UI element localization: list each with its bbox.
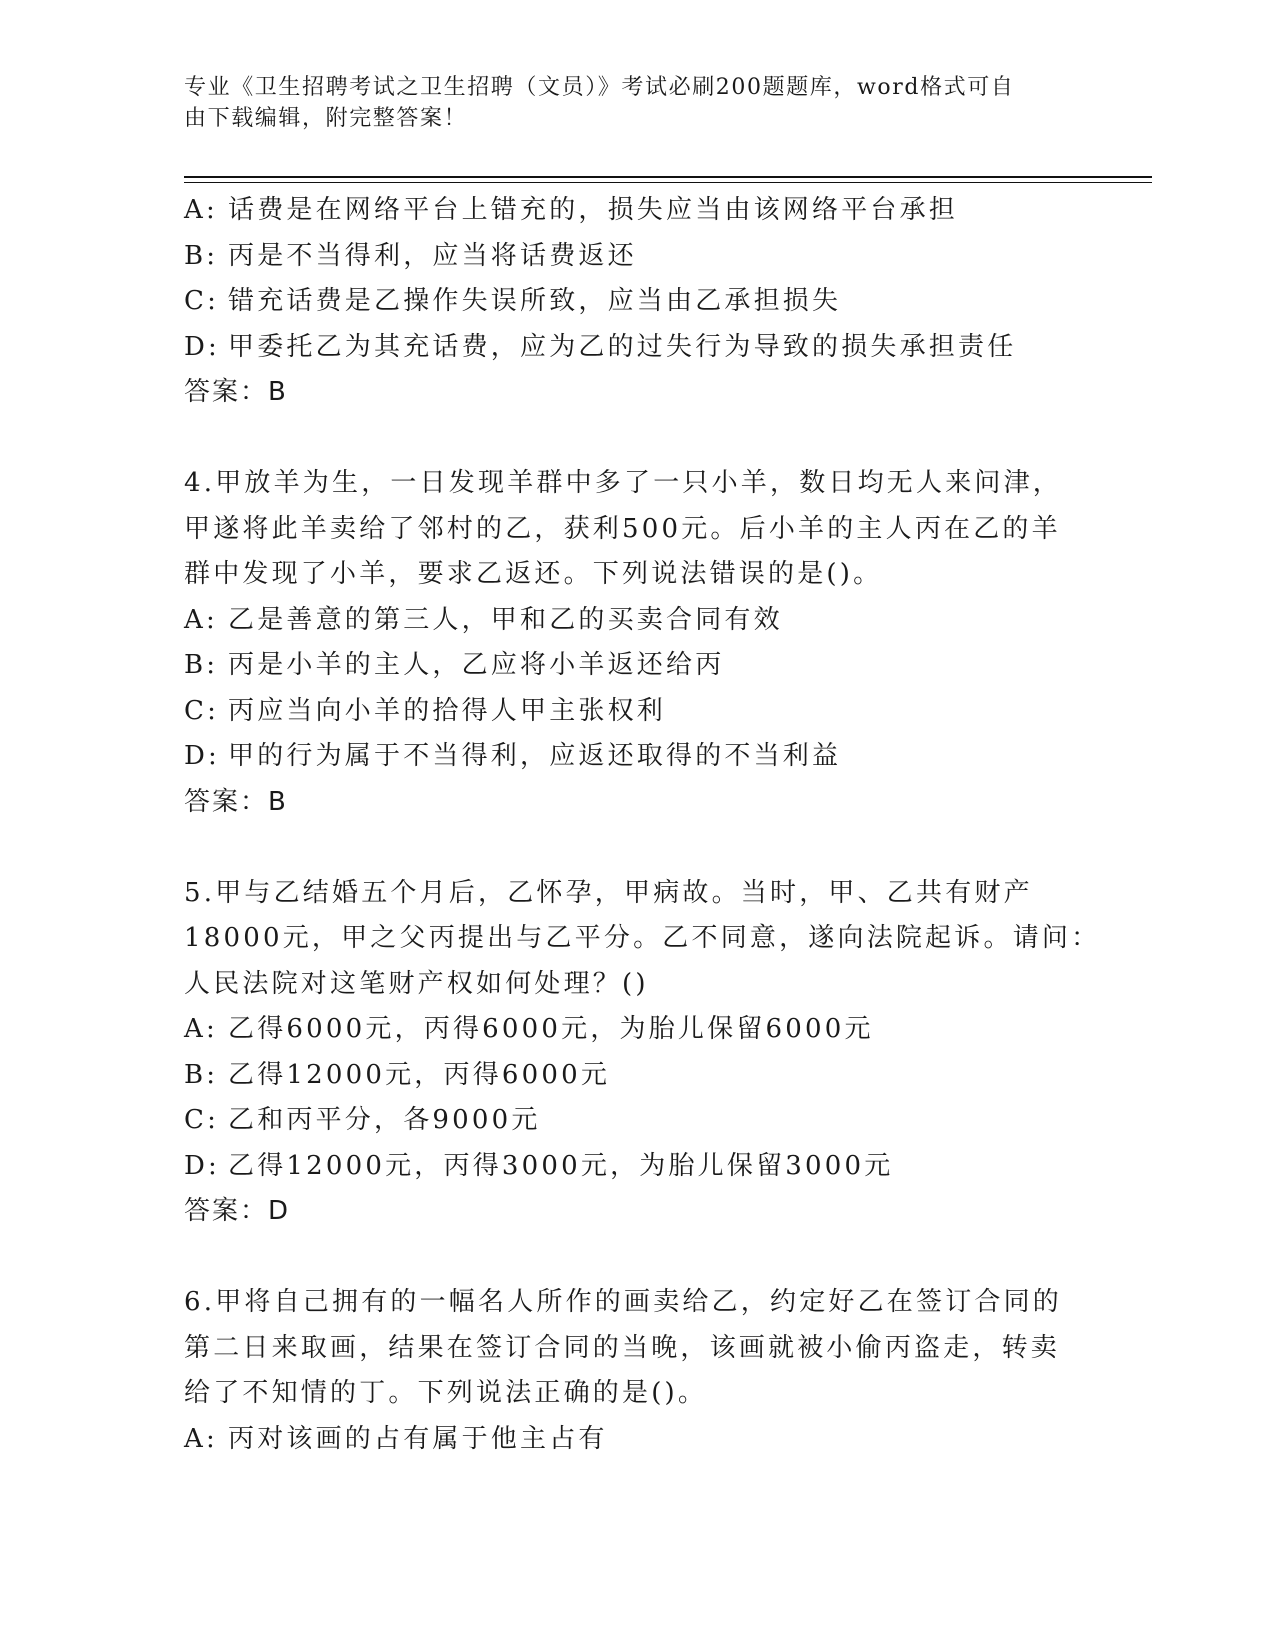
option-key: A: [184,604,218,635]
option-d [184,325,1064,371]
document-header [184,72,1064,134]
stem-line: 5.甲与乙结婚五个月后，乙怀孕，甲病故。当时，甲、乙共有财产 [184,877,1033,908]
question-4-stem [184,461,1064,598]
option-text: 丙是不当得利，应当将话费返还 [228,240,637,271]
option-key: D: [184,1150,221,1181]
stem-line: 第二日来取画，结果在签订合同的当晚，该画就被小偷丙盗走，转卖 [184,1332,1061,1363]
option-key: C: [184,695,220,726]
stem-line: 人民法院对这笔财产权如何处理？() [184,968,649,999]
stem-line: 给了不知情的丁。下列说法正确的是()。 [184,1378,708,1408]
option-key: A: [184,1014,218,1044]
option-key: C: [184,286,220,316]
option-text: 乙是善意的第三人，甲和乙的买卖合同有效 [228,604,783,635]
question-3-options [184,188,1064,370]
question-5-options [184,1007,1064,1189]
option-text: 乙得6000元，丙得6000元，为胎儿保留6000元 [228,1014,874,1044]
option-text: 错充话费是乙操作失误所致，应当由乙承担损失 [228,286,842,316]
question-5-stem [184,871,1101,1008]
option-text: 话费是在网络平台上错充的，损失应当由该网络平台承担 [228,195,959,225]
stem-line: 6.甲将自己拥有的一幅名人所作的画卖给乙，约定好乙在签订合同的 [184,1287,1063,1317]
spacer [184,1235,1064,1281]
option-d [184,1144,1064,1190]
option-text: 乙得12000元，丙得6000元 [228,1059,611,1090]
option-key: D: [184,741,221,771]
question-4-answer: 答案：B [184,786,288,817]
stem-line: 群中发现了小羊，要求乙返还。下列说法错误的是()。 [184,559,883,589]
option-a [184,1417,1064,1463]
option-text: 甲委托乙为其充话费，应为乙的过失行为导致的损失承担责任 [228,331,1017,362]
question-5-answer: 答案：D [184,1196,291,1226]
question-6-stem [184,1280,1064,1417]
option-text: 丙对该画的占有属于他主占有 [228,1423,608,1454]
question-4-options [184,598,1064,780]
option-b [184,643,1064,689]
header-title-line-1: 专业《卫生招聘考试之卫生招聘（文员）》考试必刷200题题库，word格式可自 [184,75,1015,100]
option-a [184,188,1064,234]
question-content [184,188,1101,1462]
option-c [184,689,1064,735]
option-text: 乙和丙平分，各9000元 [228,1105,541,1135]
option-key: D: [184,331,221,362]
header-title-line-2: 由下载编辑，附完整答案！ [184,106,468,131]
option-key: B: [184,650,219,680]
question-3-answer: 答案：B [184,377,288,407]
option-key: C: [184,1105,220,1135]
stem-line: 18000元，甲之父丙提出与乙平分。乙不同意，遂向法院起诉。请问： [184,923,1101,953]
option-key: B: [184,1059,219,1090]
stem-line: 甲遂将此羊卖给了邻村的乙，获利500元。后小羊的主人丙在乙的羊 [184,513,1061,544]
question-6-options [184,1417,1064,1463]
header-divider-thick [184,176,1152,178]
option-a [184,598,1064,644]
option-key: B: [184,240,219,271]
option-key: A: [184,1423,218,1454]
spacer [184,825,1064,871]
option-text: 甲的行为属于不当得利，应返还取得的不当利益 [228,741,842,771]
header-divider-thin [184,182,1152,183]
option-b [184,1053,1064,1099]
option-key: A: [184,195,218,225]
spacer [184,416,1064,462]
option-c [184,1098,1064,1144]
option-a [184,1007,1064,1053]
option-text: 丙应当向小羊的拾得人甲主张权利 [228,695,667,726]
option-text: 乙得12000元，丙得3000元，为胎儿保留3000元 [228,1150,894,1181]
option-text: 丙是小羊的主人，乙应将小羊返还给丙 [228,650,725,680]
option-d [184,734,1064,780]
option-c [184,279,1064,325]
option-b [184,234,1064,280]
stem-line: 4.甲放羊为生，一日发现羊群中多了一只小羊，数日均无人来问津， [184,468,1063,498]
